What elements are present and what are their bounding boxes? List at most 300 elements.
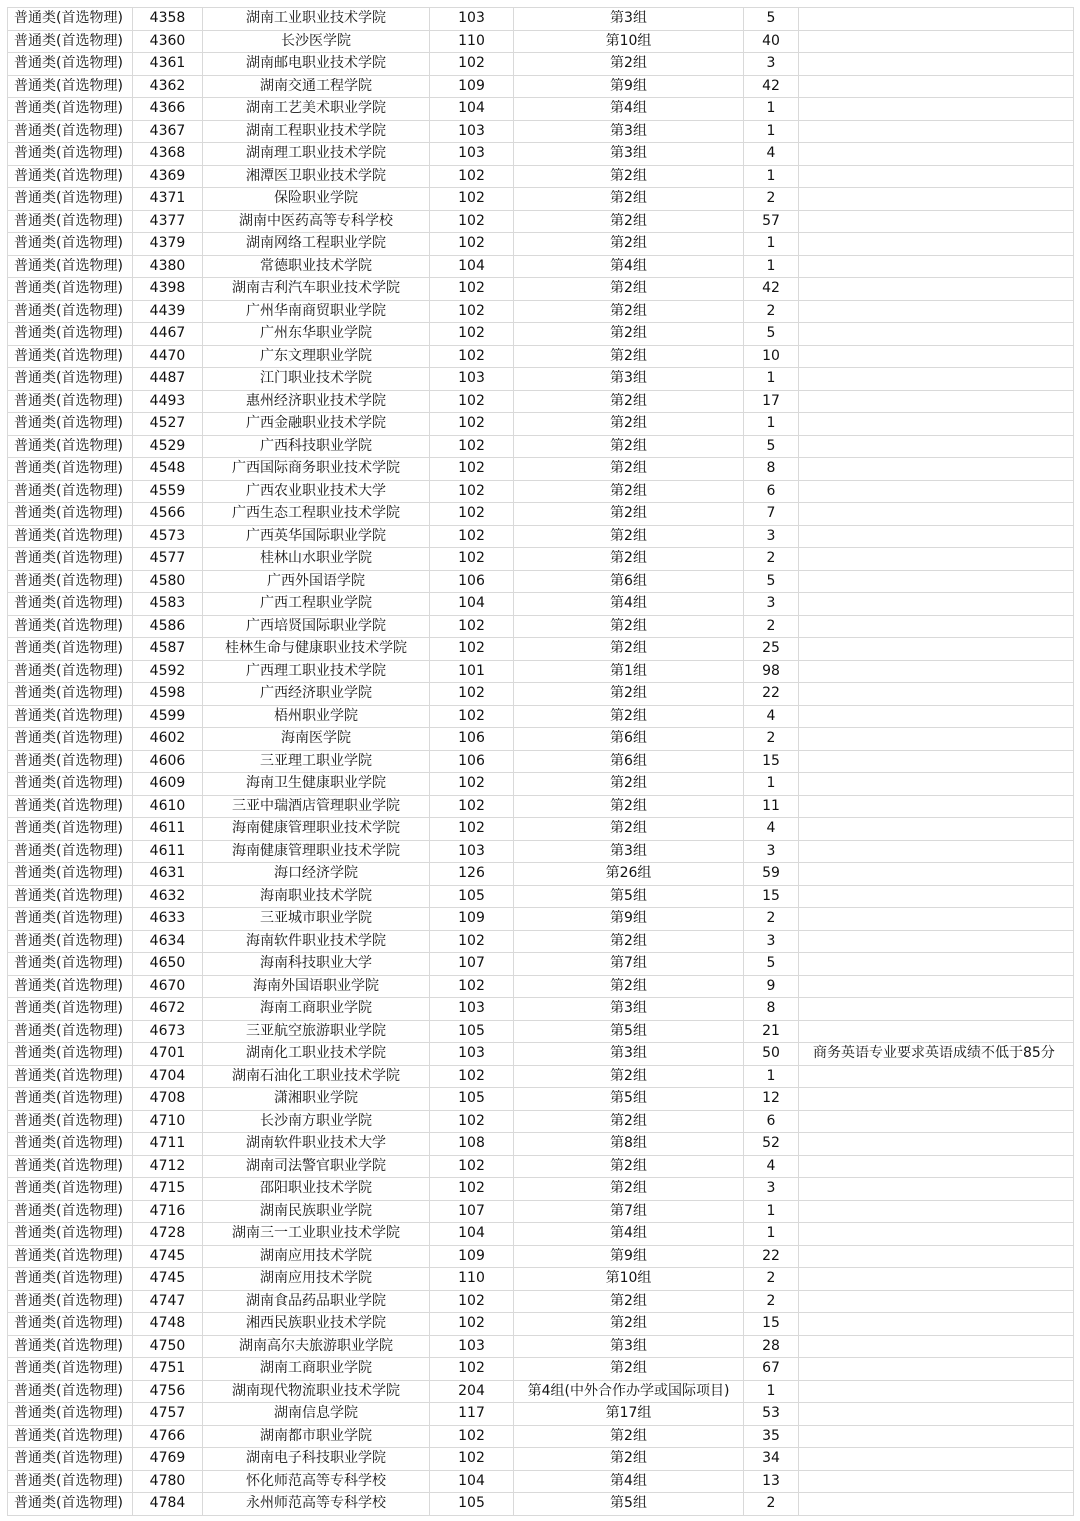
cell-remarks — [799, 1223, 1074, 1246]
cell-school-code: 4748 — [133, 1313, 203, 1336]
cell-school-name: 保险职业学院 — [203, 188, 430, 211]
cell-group-name: 第7组 — [514, 1200, 744, 1223]
cell-group-code: 103 — [430, 8, 514, 31]
table-row — [8, 1290, 1074, 1313]
cell-category: 普通类(首选物理) — [8, 8, 133, 31]
cell-plan-count: 2 — [744, 615, 799, 638]
cell-category: 普通类(首选物理) — [8, 1020, 133, 1043]
cell-school-name: 海南职业技术学院 — [203, 885, 430, 908]
cell-school-name: 广西生态工程职业技术学院 — [203, 503, 430, 526]
cell-group-name: 第2组 — [514, 1178, 744, 1201]
cell-plan-count: 4 — [744, 1155, 799, 1178]
cell-group-name: 第6组 — [514, 570, 744, 593]
table-row — [8, 683, 1074, 706]
cell-group-name: 第2组 — [514, 795, 744, 818]
cell-plan-count: 15 — [744, 750, 799, 773]
cell-plan-count: 3 — [744, 1178, 799, 1201]
cell-group-name: 第2组 — [514, 390, 744, 413]
cell-school-name: 广西外国语学院 — [203, 570, 430, 593]
table-row — [8, 908, 1074, 931]
cell-plan-count: 1 — [744, 1065, 799, 1088]
cell-category: 普通类(首选物理) — [8, 278, 133, 301]
cell-group-code: 103 — [430, 368, 514, 391]
cell-school-name: 广西科技职业学院 — [203, 435, 430, 458]
cell-school-name: 长沙南方职业学院 — [203, 1110, 430, 1133]
cell-group-code: 106 — [430, 570, 514, 593]
cell-plan-count: 1 — [744, 1223, 799, 1246]
cell-remarks — [799, 210, 1074, 233]
cell-plan-count: 67 — [744, 1358, 799, 1381]
cell-group-code: 102 — [430, 323, 514, 346]
cell-plan-count: 34 — [744, 1448, 799, 1471]
cell-plan-count: 22 — [744, 1245, 799, 1268]
cell-school-name: 湖南石油化工职业技术学院 — [203, 1065, 430, 1088]
cell-school-code: 4566 — [133, 503, 203, 526]
cell-group-name: 第2组 — [514, 1155, 744, 1178]
cell-remarks — [799, 165, 1074, 188]
cell-school-code: 4745 — [133, 1245, 203, 1268]
cell-remarks — [799, 1020, 1074, 1043]
cell-group-code: 103 — [430, 143, 514, 166]
table-row — [8, 368, 1074, 391]
cell-category: 普通类(首选物理) — [8, 908, 133, 931]
cell-category: 普通类(首选物理) — [8, 413, 133, 436]
cell-category: 普通类(首选物理) — [8, 323, 133, 346]
cell-school-code: 4559 — [133, 480, 203, 503]
cell-remarks — [799, 368, 1074, 391]
cell-school-code: 4757 — [133, 1403, 203, 1426]
cell-category: 普通类(首选物理) — [8, 1043, 133, 1066]
cell-school-name: 湖南工商职业学院 — [203, 1358, 430, 1381]
cell-remarks — [799, 53, 1074, 76]
cell-remarks — [799, 98, 1074, 121]
cell-school-code: 4728 — [133, 1223, 203, 1246]
cell-plan-count: 3 — [744, 525, 799, 548]
cell-plan-count: 3 — [744, 840, 799, 863]
cell-group-code: 102 — [430, 480, 514, 503]
cell-school-name: 湖南工业职业技术学院 — [203, 8, 430, 31]
cell-plan-count: 1 — [744, 255, 799, 278]
cell-remarks — [799, 1335, 1074, 1358]
cell-plan-count: 2 — [744, 1493, 799, 1516]
table-row — [8, 998, 1074, 1021]
cell-school-name: 湖南应用技术学院 — [203, 1268, 430, 1291]
cell-school-name: 海南工商职业学院 — [203, 998, 430, 1021]
cell-group-name: 第3组 — [514, 998, 744, 1021]
cell-plan-count: 5 — [744, 435, 799, 458]
cell-group-code: 102 — [430, 930, 514, 953]
cell-remarks — [799, 728, 1074, 751]
cell-remarks — [799, 593, 1074, 616]
table-row — [8, 1470, 1074, 1493]
cell-school-name: 湖南食品药品职业学院 — [203, 1290, 430, 1313]
cell-school-code: 4784 — [133, 1493, 203, 1516]
cell-group-code: 104 — [430, 1223, 514, 1246]
cell-plan-count: 6 — [744, 480, 799, 503]
cell-group-code: 102 — [430, 233, 514, 256]
cell-school-name: 湖南网络工程职业学院 — [203, 233, 430, 256]
cell-school-code: 4606 — [133, 750, 203, 773]
admission-plan-sheet — [7, 7, 1073, 1516]
cell-group-code: 102 — [430, 413, 514, 436]
cell-category: 普通类(首选物理) — [8, 975, 133, 998]
cell-group-code: 109 — [430, 908, 514, 931]
cell-category: 普通类(首选物理) — [8, 300, 133, 323]
cell-category: 普通类(首选物理) — [8, 1448, 133, 1471]
cell-group-code: 102 — [430, 1155, 514, 1178]
cell-plan-count: 4 — [744, 705, 799, 728]
cell-remarks — [799, 818, 1074, 841]
cell-group-name: 第2组 — [514, 323, 744, 346]
cell-plan-count: 12 — [744, 1088, 799, 1111]
cell-group-name: 第3组 — [514, 840, 744, 863]
cell-school-name: 广州华南商贸职业学院 — [203, 300, 430, 323]
cell-remarks — [799, 638, 1074, 661]
cell-plan-count: 1 — [744, 98, 799, 121]
cell-group-code: 110 — [430, 30, 514, 53]
cell-group-code: 102 — [430, 1290, 514, 1313]
cell-remarks — [799, 1200, 1074, 1223]
cell-category: 普通类(首选物理) — [8, 548, 133, 571]
cell-group-name: 第17组 — [514, 1403, 744, 1426]
cell-school-code: 4711 — [133, 1133, 203, 1156]
cell-plan-count: 11 — [744, 795, 799, 818]
cell-category: 普通类(首选物理) — [8, 1155, 133, 1178]
cell-group-code: 104 — [430, 98, 514, 121]
cell-school-code: 4527 — [133, 413, 203, 436]
table-row — [8, 1313, 1074, 1336]
table-row — [8, 1493, 1074, 1516]
cell-category: 普通类(首选物理) — [8, 998, 133, 1021]
cell-group-code: 102 — [430, 1110, 514, 1133]
cell-plan-count: 1 — [744, 413, 799, 436]
cell-remarks — [799, 120, 1074, 143]
cell-school-name: 桂林山水职业学院 — [203, 548, 430, 571]
cell-group-code: 106 — [430, 750, 514, 773]
cell-school-code: 4672 — [133, 998, 203, 1021]
cell-category: 普通类(首选物理) — [8, 728, 133, 751]
cell-plan-count: 1 — [744, 165, 799, 188]
cell-school-code: 4611 — [133, 818, 203, 841]
cell-group-name: 第26组 — [514, 863, 744, 886]
table-row — [8, 705, 1074, 728]
cell-plan-count: 2 — [744, 728, 799, 751]
cell-school-code: 4529 — [133, 435, 203, 458]
cell-group-name: 第2组 — [514, 503, 744, 526]
cell-remarks — [799, 323, 1074, 346]
table-row — [8, 525, 1074, 548]
cell-school-code: 4380 — [133, 255, 203, 278]
cell-plan-count: 1 — [744, 120, 799, 143]
cell-remarks — [799, 1245, 1074, 1268]
cell-plan-count: 9 — [744, 975, 799, 998]
cell-category: 普通类(首选物理) — [8, 1223, 133, 1246]
cell-category: 普通类(首选物理) — [8, 368, 133, 391]
cell-school-name: 广西金融职业技术学院 — [203, 413, 430, 436]
cell-group-name: 第2组 — [514, 930, 744, 953]
cell-category: 普通类(首选物理) — [8, 1110, 133, 1133]
cell-school-name: 长沙医学院 — [203, 30, 430, 53]
cell-group-name: 第2组 — [514, 548, 744, 571]
cell-remarks — [799, 548, 1074, 571]
cell-group-code: 102 — [430, 188, 514, 211]
cell-remarks — [799, 570, 1074, 593]
cell-group-name: 第2组 — [514, 705, 744, 728]
cell-school-name: 海南外国语职业学院 — [203, 975, 430, 998]
table-row — [8, 458, 1074, 481]
cell-group-code: 105 — [430, 1020, 514, 1043]
cell-plan-count: 53 — [744, 1403, 799, 1426]
cell-category: 普通类(首选物理) — [8, 1178, 133, 1201]
cell-group-code: 102 — [430, 458, 514, 481]
cell-group-name: 第3组 — [514, 1335, 744, 1358]
cell-remarks — [799, 300, 1074, 323]
cell-school-name: 广州东华职业学院 — [203, 323, 430, 346]
cell-category: 普通类(首选物理) — [8, 1313, 133, 1336]
cell-category: 普通类(首选物理) — [8, 480, 133, 503]
cell-plan-count: 25 — [744, 638, 799, 661]
cell-plan-count: 10 — [744, 345, 799, 368]
cell-school-name: 常德职业技术学院 — [203, 255, 430, 278]
cell-category: 普通类(首选物理) — [8, 1200, 133, 1223]
cell-remarks — [799, 683, 1074, 706]
cell-group-name: 第9组 — [514, 1245, 744, 1268]
cell-school-code: 4710 — [133, 1110, 203, 1133]
cell-remarks — [799, 1425, 1074, 1448]
cell-category: 普通类(首选物理) — [8, 1088, 133, 1111]
cell-remarks — [799, 908, 1074, 931]
table-row — [8, 863, 1074, 886]
cell-group-code: 102 — [430, 1358, 514, 1381]
cell-plan-count: 3 — [744, 930, 799, 953]
cell-group-name: 第4组(中外合作办学或国际项目) — [514, 1380, 744, 1403]
cell-group-code: 102 — [430, 773, 514, 796]
cell-school-name: 广西英华国际职业学院 — [203, 525, 430, 548]
cell-remarks — [799, 75, 1074, 98]
cell-school-code: 4756 — [133, 1380, 203, 1403]
cell-school-name: 湖南高尔夫旅游职业学院 — [203, 1335, 430, 1358]
cell-group-name: 第2组 — [514, 278, 744, 301]
cell-school-name: 湖南工程职业技术学院 — [203, 120, 430, 143]
table-row — [8, 75, 1074, 98]
cell-group-name: 第4组 — [514, 1223, 744, 1246]
cell-remarks — [799, 1290, 1074, 1313]
cell-plan-count: 22 — [744, 683, 799, 706]
cell-school-name: 广西经济职业学院 — [203, 683, 430, 706]
cell-school-name: 湖南现代物流职业技术学院 — [203, 1380, 430, 1403]
table-row — [8, 795, 1074, 818]
table-body — [8, 8, 1074, 1516]
cell-school-code: 4716 — [133, 1200, 203, 1223]
cell-school-name: 海南医学院 — [203, 728, 430, 751]
cell-plan-count: 1 — [744, 773, 799, 796]
cell-school-code: 4633 — [133, 908, 203, 931]
cell-group-name: 第2组 — [514, 1425, 744, 1448]
table-row — [8, 570, 1074, 593]
cell-school-name: 湖南工艺美术职业学院 — [203, 98, 430, 121]
cell-plan-count: 7 — [744, 503, 799, 526]
table-row — [8, 30, 1074, 53]
cell-category: 普通类(首选物理) — [8, 1133, 133, 1156]
cell-group-code: 101 — [430, 660, 514, 683]
cell-group-code: 104 — [430, 593, 514, 616]
cell-school-code: 4439 — [133, 300, 203, 323]
cell-category: 普通类(首选物理) — [8, 30, 133, 53]
table-row — [8, 638, 1074, 661]
cell-group-name: 第4组 — [514, 593, 744, 616]
table-row — [8, 1110, 1074, 1133]
table-row — [8, 98, 1074, 121]
table-row — [8, 8, 1074, 31]
table-row — [8, 255, 1074, 278]
cell-category: 普通类(首选物理) — [8, 615, 133, 638]
cell-school-name: 湖南三一工业职业技术学院 — [203, 1223, 430, 1246]
table-row — [8, 1268, 1074, 1291]
cell-group-code: 102 — [430, 165, 514, 188]
cell-school-name: 湘潭医卫职业技术学院 — [203, 165, 430, 188]
cell-school-name: 广东文理职业学院 — [203, 345, 430, 368]
table-row — [8, 975, 1074, 998]
cell-plan-count: 2 — [744, 1290, 799, 1313]
cell-group-code: 102 — [430, 705, 514, 728]
cell-group-code: 102 — [430, 615, 514, 638]
table-row — [8, 930, 1074, 953]
cell-group-name: 第3组 — [514, 8, 744, 31]
table-row — [8, 233, 1074, 256]
cell-plan-count: 57 — [744, 210, 799, 233]
table-row — [8, 1020, 1074, 1043]
cell-group-code: 102 — [430, 683, 514, 706]
cell-plan-count: 1 — [744, 1380, 799, 1403]
cell-category: 普通类(首选物理) — [8, 773, 133, 796]
cell-group-code: 102 — [430, 818, 514, 841]
cell-school-code: 4632 — [133, 885, 203, 908]
cell-plan-count: 15 — [744, 1313, 799, 1336]
cell-school-code: 4398 — [133, 278, 203, 301]
cell-plan-count: 3 — [744, 53, 799, 76]
cell-remarks — [799, 705, 1074, 728]
cell-group-name: 第8组 — [514, 1133, 744, 1156]
cell-category: 普通类(首选物理) — [8, 525, 133, 548]
cell-group-code: 117 — [430, 1403, 514, 1426]
cell-plan-count: 4 — [744, 818, 799, 841]
cell-school-code: 4602 — [133, 728, 203, 751]
cell-plan-count: 42 — [744, 75, 799, 98]
table-row — [8, 165, 1074, 188]
cell-remarks — [799, 413, 1074, 436]
cell-group-name: 第5组 — [514, 1088, 744, 1111]
cell-remarks — [799, 345, 1074, 368]
cell-category: 普通类(首选物理) — [8, 53, 133, 76]
cell-remarks — [799, 1065, 1074, 1088]
cell-plan-count: 5 — [744, 323, 799, 346]
cell-school-code: 4366 — [133, 98, 203, 121]
cell-school-code: 4573 — [133, 525, 203, 548]
cell-group-name: 第5组 — [514, 885, 744, 908]
cell-remarks — [799, 1448, 1074, 1471]
cell-category: 普通类(首选物理) — [8, 1290, 133, 1313]
cell-group-code: 102 — [430, 795, 514, 818]
cell-group-code: 103 — [430, 1043, 514, 1066]
cell-category: 普通类(首选物理) — [8, 1470, 133, 1493]
cell-school-code: 4609 — [133, 773, 203, 796]
cell-school-code: 4367 — [133, 120, 203, 143]
cell-group-code: 204 — [430, 1380, 514, 1403]
cell-school-name: 湖南电子科技职业学院 — [203, 1448, 430, 1471]
table-row — [8, 728, 1074, 751]
cell-group-name: 第3组 — [514, 143, 744, 166]
cell-group-name: 第10组 — [514, 30, 744, 53]
cell-category: 普通类(首选物理) — [8, 885, 133, 908]
cell-plan-count: 59 — [744, 863, 799, 886]
cell-category: 普通类(首选物理) — [8, 570, 133, 593]
cell-plan-count: 2 — [744, 188, 799, 211]
cell-school-code: 4368 — [133, 143, 203, 166]
cell-group-code: 102 — [430, 1313, 514, 1336]
cell-group-name: 第2组 — [514, 233, 744, 256]
cell-remarks — [799, 255, 1074, 278]
cell-category: 普通类(首选物理) — [8, 1065, 133, 1088]
cell-group-name: 第5组 — [514, 1020, 744, 1043]
cell-school-name: 湖南中医药高等专科学校 — [203, 210, 430, 233]
cell-group-code: 102 — [430, 1448, 514, 1471]
cell-school-name: 广西国际商务职业技术学院 — [203, 458, 430, 481]
cell-category: 普通类(首选物理) — [8, 210, 133, 233]
cell-plan-count: 8 — [744, 998, 799, 1021]
cell-group-name: 第2组 — [514, 975, 744, 998]
cell-group-name: 第5组 — [514, 1493, 744, 1516]
cell-school-code: 4467 — [133, 323, 203, 346]
cell-school-name: 广西培贤国际职业学院 — [203, 615, 430, 638]
cell-group-name: 第2组 — [514, 615, 744, 638]
table-row — [8, 1425, 1074, 1448]
cell-category: 普通类(首选物理) — [8, 1268, 133, 1291]
table-row — [8, 323, 1074, 346]
cell-school-code: 4587 — [133, 638, 203, 661]
cell-group-code: 102 — [430, 1065, 514, 1088]
cell-category: 普通类(首选物理) — [8, 660, 133, 683]
cell-remarks — [799, 1178, 1074, 1201]
table-row — [8, 413, 1074, 436]
cell-plan-count: 98 — [744, 660, 799, 683]
table-row — [8, 1223, 1074, 1246]
cell-school-code: 4361 — [133, 53, 203, 76]
cell-remarks — [799, 8, 1074, 31]
cell-school-code: 4750 — [133, 1335, 203, 1358]
cell-school-code: 4670 — [133, 975, 203, 998]
cell-group-name: 第2组 — [514, 165, 744, 188]
cell-school-name: 三亚航空旅游职业学院 — [203, 1020, 430, 1043]
cell-category: 普通类(首选物理) — [8, 1403, 133, 1426]
cell-plan-count: 35 — [744, 1425, 799, 1448]
cell-remarks — [799, 975, 1074, 998]
cell-school-code: 4673 — [133, 1020, 203, 1043]
cell-school-code: 4598 — [133, 683, 203, 706]
table-row — [8, 1403, 1074, 1426]
cell-group-name: 第10组 — [514, 1268, 744, 1291]
table-row — [8, 300, 1074, 323]
cell-school-name: 江门职业技术学院 — [203, 368, 430, 391]
cell-school-code: 4548 — [133, 458, 203, 481]
cell-remarks — [799, 188, 1074, 211]
cell-group-code: 103 — [430, 998, 514, 1021]
cell-plan-count: 21 — [744, 1020, 799, 1043]
cell-group-name: 第9组 — [514, 908, 744, 931]
cell-remarks — [799, 1358, 1074, 1381]
cell-group-name: 第2组 — [514, 300, 744, 323]
cell-group-code: 105 — [430, 885, 514, 908]
cell-remarks — [799, 390, 1074, 413]
